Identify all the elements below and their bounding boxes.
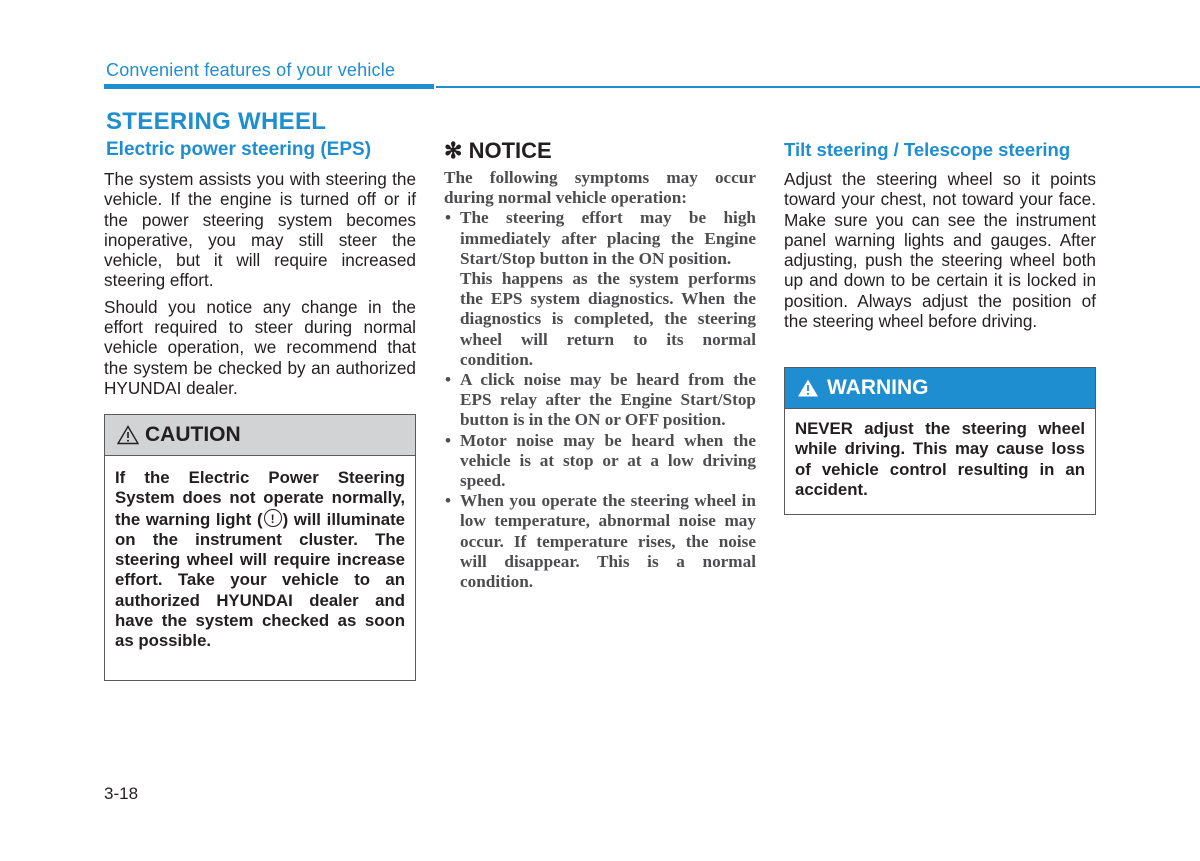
caution-body bbox=[105, 456, 415, 652]
page-number: 3-18 bbox=[104, 784, 139, 803]
caution-text-part-1: If the Electric Power Steering System does not operate normally, the warning light ( bbox=[115, 468, 405, 529]
notice-item: • A click noise may be heard from the EPS relay after the Engine Start/Stop button is in the ON or OFF position. bbox=[444, 370, 756, 431]
eps-warning-light-icon bbox=[264, 509, 282, 527]
notice-heading bbox=[444, 138, 552, 164]
caution-box bbox=[104, 414, 416, 681]
eps-paragraph-2: Should you notice any change in the effort required to steer during normal vehicle operation, we recommend that the system be checked by an authorized HYUNDAI dealer. bbox=[104, 296, 416, 398]
eps-paragraph-1: The system assists you with steering the vehicle. If the engine is turned off or if the power steering system becomes inoperative, you may still steer the vehicle, but it will require increased steering effort. bbox=[104, 169, 416, 291]
notice-item bbox=[444, 208, 756, 370]
caution-header bbox=[105, 415, 415, 456]
tilt-paragraph: Adjust the steering wheel so it points toward your chest, not toward your face. Make sure you can see the instrument panel warning lights and gauges. After adjusting, push the steering wheel both up and down to be certain it is locked in position. Always adjust the position of the steering wheel before driving. bbox=[784, 169, 1096, 332]
notice-intro: The following symptoms may occur during normal vehicle operation: bbox=[444, 168, 756, 208]
header-rule-thin bbox=[436, 86, 1200, 88]
chapter-title: Convenient features of your vehicle bbox=[106, 60, 396, 80]
eps-heading: Electric power steering (EPS) bbox=[106, 139, 372, 160]
warning-body: NEVER adjust the steering wheel while driving. This may cause loss of vehicle control resulting in an accident. bbox=[795, 419, 1085, 499]
notice-item-text: The steering effort may be high immediately after placing the Engine Start/Stop button in the ON position. bbox=[460, 208, 756, 268]
eps-body bbox=[104, 169, 416, 404]
notice-item: • When you operate the steering wheel in low temperature, abnormal noise may occur. If temperature rises, the noise will disappear. This is a normal condition. bbox=[444, 491, 756, 592]
warning-triangle-icon bbox=[797, 378, 819, 398]
section-title: STEERING WHEEL bbox=[106, 108, 327, 135]
tilt-body bbox=[784, 169, 1096, 337]
asterisk-icon: ✻ bbox=[444, 138, 463, 163]
tilt-heading: Tilt steering / Telescope steering bbox=[784, 139, 1071, 160]
caution-text-part-2: ) will illuminate on the instrument cluster. The steering wheel will require increase effort. Take your vehicle to an authorized HYUNDAI dealer and have the system checked as soon as possible. bbox=[115, 509, 405, 651]
warning-title: WARNING bbox=[827, 376, 929, 399]
caution-title: CAUTION bbox=[145, 423, 241, 446]
warning-box bbox=[784, 367, 1096, 515]
warning-header bbox=[785, 368, 1095, 409]
notice-title: NOTICE bbox=[468, 138, 552, 163]
header-rule-thick bbox=[104, 84, 434, 89]
notice-list bbox=[444, 208, 756, 592]
warning-triangle-icon bbox=[117, 425, 139, 445]
notice-body bbox=[444, 168, 756, 592]
notice-item: • Motor noise may be heard when the vehicle is at stop or at a low driving speed. bbox=[444, 431, 756, 492]
notice-item-extra: This happens as the system performs the EPS system diagnostics. When the diagnostics is completed, the steering wheel will return to its normal condition. bbox=[460, 269, 756, 369]
